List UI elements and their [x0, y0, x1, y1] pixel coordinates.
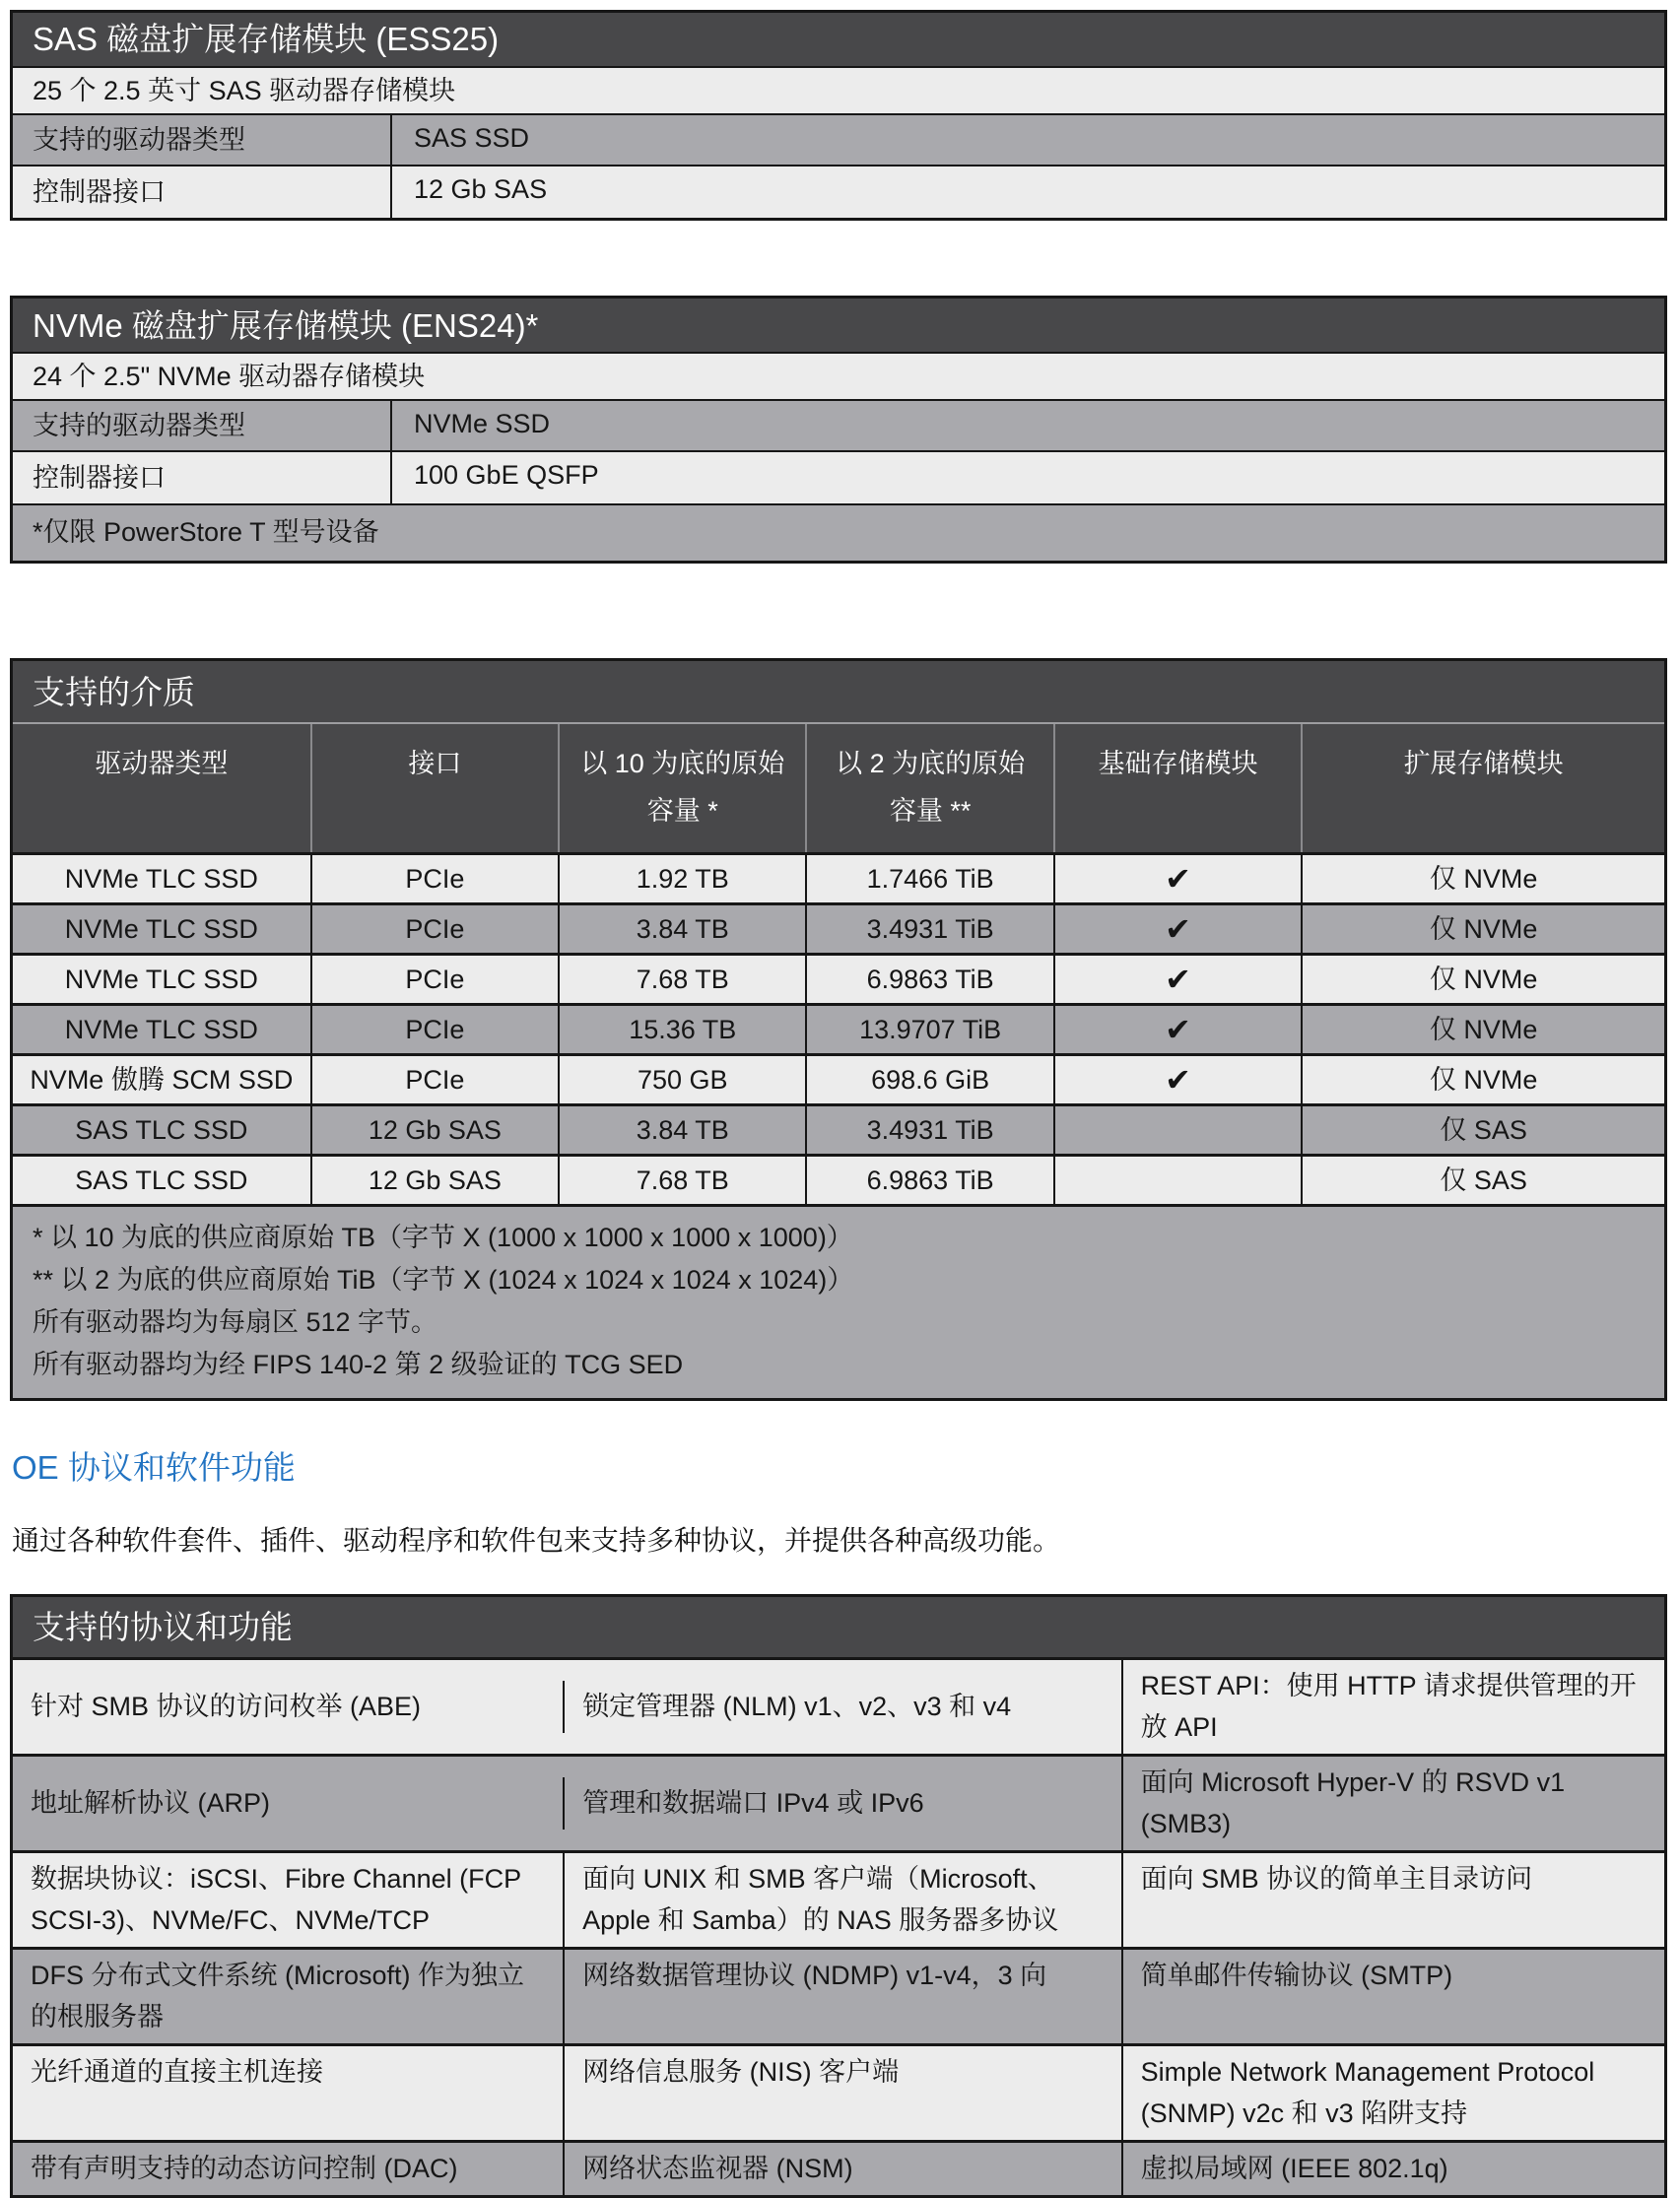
row-value: 12 Gb SAS [414, 174, 548, 204]
base-module-check-cell [1053, 1106, 1301, 1154]
media-table-title: 支持的介质 [13, 661, 1664, 722]
protocol-cell: Simple Network Management Protocol (SNMP) v2c 和 v3 陷阱支持 [1121, 2046, 1664, 2140]
nvme-table-subtitle: 24 个 2.5" NVMe 驱动器存储模块 [13, 352, 1664, 399]
media-header-row [13, 722, 1664, 852]
protocol-cell: 网络状态监视器 (NSM) [563, 2143, 1120, 2195]
capacity10-cell: 3.84 TB [558, 1106, 805, 1154]
media-row [13, 1103, 1664, 1154]
footnote-line: 所有驱动器均为每扇区 512 字节。 [33, 1307, 438, 1337]
footnote-line: * 以 10 为底的供应商原始 TB（字节 X (1000 x 1000 x 1000 x 1000)） [33, 1223, 853, 1252]
row-value: SAS SSD [414, 123, 530, 153]
protocol-row [13, 1947, 1664, 2043]
interface-cell: 12 Gb SAS [310, 1157, 558, 1204]
spacer [10, 221, 1667, 296]
interface-cell: PCIe [310, 855, 558, 902]
capacity10-cell: 1.92 TB [558, 855, 805, 902]
drive-type-cell: NVMe TLC SSD [64, 1015, 258, 1044]
interface-cell: PCIe [310, 905, 558, 953]
protocol-row [13, 1754, 1664, 1850]
protocol-cell: 数据块协议：iSCSI、Fibre Channel (FCP SCSI-3)、NVMe/FC、NVMe/TCP [31, 1864, 521, 1935]
expansion-module-cell: 仅 NVMe [1301, 855, 1664, 902]
drive-type-cell: SAS TLC SSD [75, 1115, 248, 1145]
row-label: 控制器接口 [13, 167, 392, 218]
section-paragraph: 通过各种软件套件、插件、驱动程序和软件包来支持多种协议，并提供各种高级功能。 [12, 1525, 1061, 1556]
base-module-check-cell: ✔ [1053, 956, 1301, 1003]
interface-cell: PCIe [310, 956, 558, 1003]
protocol-cell: 面向 Microsoft Hyper-V 的 RSVD v1 (SMB3) [1121, 1757, 1664, 1850]
protocol-cell: 网络数据管理协议 (NDMP) v1-v4，3 向 [563, 1950, 1120, 2043]
nvme-table-title: NVMe 磁盘扩展存储模块 (ENS24)* [13, 299, 1664, 352]
row-label: 支持的驱动器类型 [13, 401, 392, 450]
protocol-row [13, 1657, 1664, 1754]
protocols-table [10, 1594, 1667, 2198]
protocol-row [13, 2043, 1664, 2140]
media-row [13, 1154, 1664, 1204]
expansion-module-cell: 仅 NVMe [1301, 1056, 1664, 1103]
media-row [13, 953, 1664, 1003]
drive-type-cell: NVMe TLC SSD [64, 864, 258, 894]
interface-cell: PCIe [310, 1006, 558, 1053]
capacity2-cell: 1.7466 TiB [805, 855, 1052, 902]
capacity2-cell: 6.9863 TiB [805, 1157, 1052, 1204]
media-footnotes [13, 1204, 1664, 1398]
expansion-module-cell: 仅 SAS [1301, 1157, 1664, 1204]
table-row [13, 113, 1664, 165]
column-header: 以 10 为底的原始 容量 * [558, 724, 805, 852]
protocols-table-title: 支持的协议和功能 [13, 1597, 1664, 1657]
drive-type-cell: NVMe 傲腾 SCM SSD [30, 1065, 294, 1095]
base-module-check-cell: ✔ [1053, 905, 1301, 953]
protocol-row [13, 2140, 1664, 2195]
capacity10-cell: 15.36 TB [558, 1006, 805, 1053]
row-value: NVMe SSD [414, 409, 551, 438]
row-label: 控制器接口 [13, 452, 392, 503]
protocol-cell: DFS 分布式文件系统 (Microsoft) 作为独立的根服务器 [31, 1961, 525, 2031]
protocol-cell: REST API：使用 HTTP 请求提供管理的开放 API [1121, 1660, 1664, 1754]
column-header: 驱动器类型 [95, 749, 229, 778]
sas-expansion-table [10, 10, 1667, 221]
protocol-cell: 针对 SMB 协议的访问枚举 (ABE) [31, 1692, 422, 1721]
row-label: 支持的驱动器类型 [13, 115, 392, 165]
column-header: 以 2 为底的原始 容量 ** [805, 724, 1052, 852]
protocol-cell: 地址解析协议 (ARP) [31, 1788, 270, 1818]
base-module-check-cell: ✔ [1053, 855, 1301, 902]
protocol-cell: 带有声明支持的动态访问控制 (DAC) [31, 2154, 458, 2183]
protocol-row [13, 1850, 1664, 1947]
drive-type-cell: NVMe TLC SSD [64, 914, 258, 944]
capacity10-cell: 3.84 TB [558, 905, 805, 953]
capacity2-cell: 3.4931 TiB [805, 905, 1052, 953]
base-module-check-cell [1053, 1157, 1301, 1204]
capacity10-cell: 750 GB [558, 1056, 805, 1103]
base-module-check-cell: ✔ [1053, 1006, 1301, 1053]
column-header: 基础存储模块 [1053, 724, 1301, 852]
table-row [13, 399, 1664, 450]
protocol-cell: 面向 UNIX 和 SMB 客户端（Microsoft、Apple 和 Samba）的 NAS 服务器多协议 [563, 1853, 1120, 1947]
table-row [13, 165, 1664, 218]
sas-table-title: SAS 磁盘扩展存储模块 (ESS25) [13, 13, 1664, 66]
media-row [13, 1053, 1664, 1103]
nvme-expansion-table [10, 296, 1667, 564]
spacer [10, 564, 1667, 658]
protocol-cell: 锁定管理器 (NLM) v1、v2、v3 和 v4 [563, 1681, 1120, 1733]
capacity10-cell: 7.68 TB [558, 956, 805, 1003]
media-row [13, 852, 1664, 902]
drive-type-cell: SAS TLC SSD [75, 1166, 248, 1195]
expansion-module-cell: 仅 NVMe [1301, 905, 1664, 953]
protocol-cell: 简单邮件传输协议 (SMTP) [1121, 1950, 1664, 2043]
nvme-table-footnote: *仅限 PowerStore T 型号设备 [13, 503, 1664, 561]
drive-type-cell: NVMe TLC SSD [64, 965, 258, 994]
interface-cell: 12 Gb SAS [310, 1106, 558, 1154]
sas-table-subtitle: 25 个 2.5 英寸 SAS 驱动器存储模块 [13, 66, 1664, 113]
row-value: 100 GbE QSFP [414, 460, 599, 490]
footnote-line: ** 以 2 为底的供应商原始 TiB（字节 X (1024 x 1024 x 1024 x 1024)） [33, 1265, 854, 1295]
column-header: 扩展存储模块 [1301, 724, 1664, 852]
section-heading: OE 协议和软件功能 [12, 1449, 296, 1486]
expansion-module-cell: 仅 NVMe [1301, 1006, 1664, 1053]
expansion-module-cell: 仅 NVMe [1301, 956, 1664, 1003]
media-row [13, 1003, 1664, 1053]
expansion-module-cell: 仅 SAS [1301, 1106, 1664, 1154]
base-module-check-cell: ✔ [1053, 1056, 1301, 1103]
media-row [13, 902, 1664, 953]
column-header: 接口 [310, 724, 558, 852]
protocol-cell: 光纤通道的直接主机连接 [31, 2057, 323, 2087]
protocol-cell: 面向 SMB 协议的简单主目录访问 [1121, 1853, 1664, 1947]
protocol-cell: 管理和数据端口 IPv4 或 IPv6 [563, 1777, 1120, 1830]
protocol-cell: 网络信息服务 (NIS) 客户端 [563, 2046, 1120, 2140]
table-row [13, 450, 1664, 503]
interface-cell: PCIe [310, 1056, 558, 1103]
protocol-cell: 虚拟局域网 (IEEE 802.1q) [1121, 2143, 1664, 2195]
capacity2-cell: 698.6 GiB [805, 1056, 1052, 1103]
capacity10-cell: 7.68 TB [558, 1157, 805, 1204]
capacity2-cell: 3.4931 TiB [805, 1106, 1052, 1154]
capacity2-cell: 13.9707 TiB [805, 1006, 1052, 1053]
supported-media-table [10, 658, 1667, 1401]
footnote-line: 所有驱动器均为经 FIPS 140-2 第 2 级验证的 TCG SED [33, 1350, 684, 1379]
capacity2-cell: 6.9863 TiB [805, 956, 1052, 1003]
